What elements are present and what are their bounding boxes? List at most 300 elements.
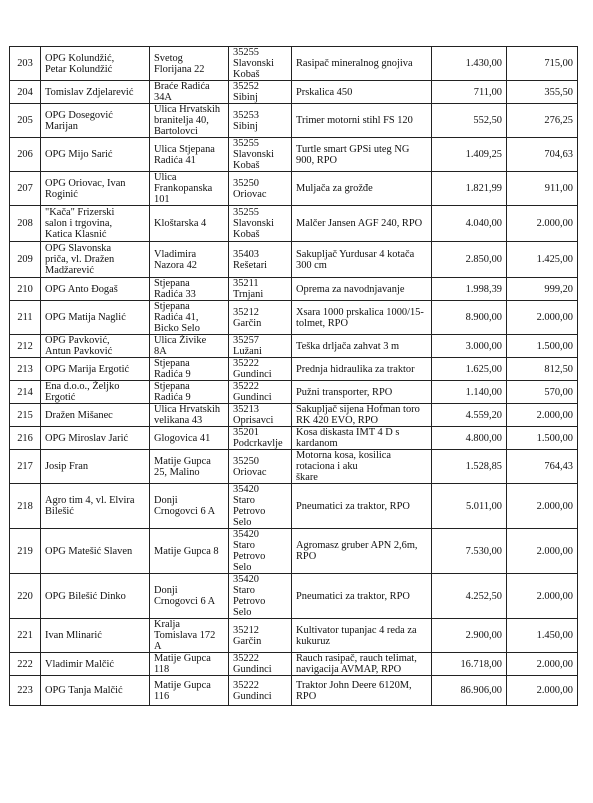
eligible-amount-cell [432,242,507,278]
applicant-name-cell [41,301,150,335]
row-number-cell [10,335,41,358]
grant-amount: 2.000,00 [536,685,573,696]
equipment-item-cell [292,301,432,335]
table-row [10,427,578,450]
postal-city-cell [229,47,292,81]
eligible-amount: 711,00 [473,86,502,98]
equipment-item-cell [292,484,432,529]
applicant-address-cell [150,206,229,242]
postal-city-cell [229,206,292,242]
table-row [10,301,578,335]
equipment-item-cell [292,358,432,381]
postal-city-cell [229,335,292,358]
applicant-address: Vladimira Nazora 42 [154,248,197,271]
postal-city: 35420 Staro Petrovo Selo [233,574,266,618]
applicant-name-cell [41,404,150,427]
equipment-item-cell [292,81,432,104]
eligible-amount-cell [432,450,507,484]
equipment-item: Pneumatici za traktor, RPO [296,590,410,602]
row-number: 210 [17,283,33,295]
grant-amount-cell [507,47,578,81]
applicant-name-cell [41,104,150,138]
table-row [10,47,578,81]
table-row [10,104,578,138]
row-number-cell [10,358,41,381]
equipment-item: Turtle smart GPSi uteg NG 900, RPO [296,143,410,166]
applicant-address: Donji Crnogovci 6 A [154,495,216,517]
applicant-address-cell [150,619,229,653]
applicant-name: Vladimir Malčić [45,658,114,670]
row-number-cell [10,427,41,450]
applicant-address: Ulica Živike 8A [154,335,207,357]
equipment-item: Prskalica 450 [296,86,353,98]
grant-amount-cell [507,242,578,278]
eligible-amount-cell [432,138,507,172]
eligible-amount-cell [432,104,507,138]
row-number: 207 [17,183,33,194]
row-number-cell [10,301,41,335]
applicant-name-cell [41,484,150,529]
applicant-address-cell [150,404,229,427]
grant-amount: 2.000,00 [536,545,573,557]
equipment-item: Rasipač mineralnog gnojiva [296,58,413,69]
applicant-address-cell [150,381,229,404]
applicant-address-cell [150,138,229,172]
postal-city-cell [229,358,292,381]
eligible-amount-cell [432,47,507,81]
applicant-address-cell [150,81,229,104]
grant-amount-cell [507,335,578,358]
applicant-name-cell [41,427,150,450]
eligible-amount-cell [432,427,507,450]
eligible-amount: 7.530,00 [465,545,502,557]
postal-city-cell [229,529,292,574]
applicant-name: OPG Miroslav Jarić [45,432,129,444]
table-row [10,450,578,484]
row-number: 213 [17,363,33,375]
applicant-name-cell [41,574,150,619]
row-number-cell [10,484,41,529]
equipment-item-cell [292,47,432,81]
equipment-item-cell [292,653,432,676]
postal-city-cell [229,450,292,484]
equipment-item: Sakupljač sijena Hofman toro RK 420 EVO, RPO [296,404,420,426]
applicant-name: OPG Dosegović Marijan [45,109,113,132]
row-number: 218 [17,500,33,512]
applicant-name: Ena d.o.o., Željko Ergotić [45,381,120,403]
grant-amount-cell [507,381,578,404]
applicant-name: Josip Fran [45,461,89,472]
row-number-cell [10,676,41,706]
applicant-address-cell [150,104,229,138]
equipment-item-cell [292,574,432,619]
equipment-item: Muljača za grožđe [296,183,373,194]
row-number-cell [10,574,41,619]
row-number-cell [10,104,41,138]
grant-amount: 2.000,00 [536,658,573,670]
applicant-name: OPG Kolundžić, Petar Kolundžić [45,52,115,75]
applicant-name-cell [41,206,150,242]
postal-city: 35257 Lužani [233,335,262,357]
applicant-name: Dražen Mišanec [45,409,113,421]
grant-amount-cell [507,172,578,206]
grants-table [9,46,578,706]
grant-amount-cell [507,104,578,138]
postal-city-cell [229,427,292,450]
grant-amount: 911,00 [544,183,573,194]
table-row [10,381,578,404]
equipment-item-cell [292,278,432,301]
applicant-address-cell [150,242,229,278]
applicant-name-cell [41,450,150,484]
applicant-address-cell [150,676,229,706]
row-number-cell [10,653,41,676]
equipment-item-cell [292,450,432,484]
postal-city-cell [229,574,292,619]
eligible-amount-cell [432,335,507,358]
applicant-address-cell [150,484,229,529]
postal-city: 35252 Sibinj [233,81,259,103]
row-number-cell [10,81,41,104]
postal-city-cell [229,81,292,104]
grant-amount-cell [507,676,578,706]
table-row [10,404,578,427]
grant-amount: 764,43 [544,461,573,472]
applicant-name: OPG Mijo Sarić [45,149,113,160]
applicant-name-cell [41,381,150,404]
table-row [10,574,578,619]
eligible-amount-cell [432,278,507,301]
table-row [10,242,578,278]
equipment-item: Motorna kosa, kosilica rotaciona i aku škare [296,450,391,483]
applicant-address-cell [150,450,229,484]
postal-city: 35222 Gundinci [233,381,272,403]
grant-amount: 1.450,00 [536,630,573,641]
applicant-name: OPG Oriovac, Ivan Roginić [45,177,126,200]
grant-amount-cell [507,529,578,574]
postal-city: 35253 Sibinj [233,109,259,132]
row-number: 216 [17,432,33,444]
applicant-address-cell [150,301,229,335]
row-number-cell [10,404,41,427]
applicant-address-cell [150,47,229,81]
grant-amount: 2.000,00 [536,409,573,421]
applicant-name-cell [41,529,150,574]
applicant-name-cell [41,335,150,358]
table-row [10,484,578,529]
row-number: 222 [17,658,33,670]
equipment-item-cell [292,619,432,653]
eligible-amount: 8.900,00 [465,312,502,323]
row-number: 221 [17,630,33,641]
applicant-name: OPG Anto Đogaš [45,283,118,295]
eligible-amount: 4.559,20 [465,409,502,421]
equipment-item: Pneumatici za traktor, RPO [296,500,410,512]
row-number: 219 [17,545,33,557]
equipment-item-cell [292,529,432,574]
table-row [10,335,578,358]
applicant-address-cell [150,653,229,676]
equipment-item: Teška drljača zahvat 3 m [296,340,400,352]
eligible-amount-cell [432,619,507,653]
applicant-address: Stjepana Radića 9 [154,358,191,380]
postal-city: 35420 Staro Petrovo Selo [233,484,266,528]
grant-amount: 2.000,00 [536,312,573,323]
eligible-amount: 3.000,00 [465,340,502,352]
row-number-cell [10,278,41,301]
equipment-item: Prednja hidraulika za traktor [296,363,415,375]
equipment-item: Trimer motorni stihl FS 120 [296,115,413,126]
row-number: 220 [17,590,33,602]
grant-amount-cell [507,301,578,335]
applicant-name-cell [41,138,150,172]
grant-amount-cell [507,619,578,653]
applicant-name: OPG Slavonska priča, vl. Dražen Madžarević [45,243,115,276]
table-body [10,47,578,706]
grant-amount: 276,25 [544,115,573,126]
applicant-address-cell [150,358,229,381]
equipment-item-cell [292,206,432,242]
applicant-address-cell [150,172,229,206]
applicant-address-cell [150,278,229,301]
eligible-amount: 552,50 [473,115,502,126]
eligible-amount: 1.409,25 [465,149,502,160]
equipment-item-cell [292,138,432,172]
row-number: 223 [17,685,33,696]
eligible-amount: 4.040,00 [465,218,502,229]
eligible-amount: 86.906,00 [460,685,502,696]
table-row [10,81,578,104]
postal-city: 35403 Rešetari [233,248,268,271]
applicant-name: Agro tim 4, vl. Elvira Bilešić [45,495,135,517]
postal-city-cell [229,172,292,206]
applicant-name: Tomislav Zdjelarević [45,86,134,98]
equipment-item-cell [292,172,432,206]
grant-amount-cell [507,138,578,172]
applicant-name: OPG Bilešić Dinko [45,590,126,602]
eligible-amount: 1.430,00 [465,58,502,69]
eligible-amount: 5.011,00 [466,500,502,512]
applicant-address: Glogovica 41 [154,432,211,444]
grant-amount-cell [507,450,578,484]
postal-city: 35255 Slavonski Kobaš [233,47,274,80]
eligible-amount-cell [432,404,507,427]
equipment-item-cell [292,427,432,450]
applicant-name: "Kača" Frizerski salon i trgovina, Katica Klasnić [45,207,115,240]
equipment-item: Agromasz gruber APN 2,6m, RPO [296,540,418,562]
equipment-item-cell [292,381,432,404]
applicant-address: Stjepana Radića 9 [154,381,191,403]
postal-city-cell [229,619,292,653]
applicant-name-cell [41,47,150,81]
grant-amount: 570,00 [544,386,573,398]
postal-city: 35222 Gundinci [233,679,272,702]
grant-amount: 715,00 [544,58,573,69]
grant-amount-cell [507,81,578,104]
applicant-name-cell [41,242,150,278]
table-row [10,206,578,242]
applicant-name-cell [41,619,150,653]
eligible-amount-cell [432,301,507,335]
postal-city-cell [229,653,292,676]
postal-city-cell [229,404,292,427]
applicant-address: Ulica Hrvatskih branitelja 40, Bartolovci [154,104,221,137]
eligible-amount-cell [432,81,507,104]
row-number: 212 [17,340,33,352]
row-number: 211 [17,312,33,323]
equipment-item: Rauch rasipač, rauch telimat, navigacija AVMAP, RPO [296,653,417,675]
postal-city-cell [229,104,292,138]
grant-amount-cell [507,574,578,619]
applicant-address: Matije Gupca 25, Malino [154,455,211,478]
equipment-item: Kultivator tupanjac 4 reda za kukuruz [296,624,417,647]
postal-city-cell [229,278,292,301]
grant-amount: 2.000,00 [536,218,573,229]
table-row [10,676,578,706]
equipment-item-cell [292,335,432,358]
equipment-item: Xsara 1000 prskalica 1000/15- tolmet, RPO [296,306,424,329]
equipment-item: Pužni transporter, RPO [296,386,393,398]
postal-city-cell [229,676,292,706]
eligible-amount: 16.718,00 [460,658,502,670]
applicant-name-cell [41,81,150,104]
grant-amount: 999,20 [544,283,573,295]
applicant-address: Stjepana Radića 33 [154,278,196,300]
grant-amount: 1.500,00 [536,432,573,444]
postal-city-cell [229,242,292,278]
applicant-name-cell [41,172,150,206]
applicant-name: OPG Matija Naglić [45,312,126,323]
grant-amount-cell [507,278,578,301]
grant-amount-cell [507,653,578,676]
row-number: 204 [17,86,33,98]
postal-city-cell [229,381,292,404]
applicant-address-cell [150,335,229,358]
eligible-amount-cell [432,653,507,676]
equipment-item-cell [292,404,432,427]
grant-amount: 1.500,00 [536,340,573,352]
eligible-amount: 2.850,00 [465,254,502,265]
row-number: 203 [17,58,33,69]
equipment-item: Sakupljač Yurdusar 4 kotača 300 cm [296,248,415,271]
grant-amount: 1.425,00 [536,254,573,265]
eligible-amount-cell [432,484,507,529]
row-number-cell [10,619,41,653]
applicant-address: Matije Gupca 116 [154,679,211,702]
equipment-item: Malčer Jansen AGF 240, RPO [296,218,423,229]
postal-city: 35222 Gundinci [233,653,272,675]
applicant-address: Ulica Hrvatskih velikana 43 [154,404,221,426]
grant-amount-cell [507,358,578,381]
table-row [10,529,578,574]
eligible-amount: 1.528,85 [465,461,502,472]
postal-city-cell [229,484,292,529]
applicant-address: Stjepana Radića 41, Bicko Selo [154,301,200,334]
eligible-amount: 1.998,39 [465,283,502,295]
equipment-item-cell [292,104,432,138]
equipment-item: Traktor John Deere 6120M, RPO [296,679,412,702]
postal-city: 35222 Gundinci [233,358,272,380]
applicant-address: Kloštarska 4 [154,218,207,229]
eligible-amount-cell [432,381,507,404]
table-row [10,619,578,653]
applicant-address: Donji Crnogovci 6 A [154,585,216,607]
table-row [10,653,578,676]
row-number-cell [10,242,41,278]
eligible-amount-cell [432,172,507,206]
eligible-amount: 1.140,00 [465,386,502,398]
table-row [10,358,578,381]
table-row [10,278,578,301]
postal-city: 35250 Oriovac [233,455,267,478]
applicant-name: OPG Pavković, Antun Pavković [45,335,113,357]
applicant-address-cell [150,574,229,619]
eligible-amount-cell [432,358,507,381]
applicant-name-cell [41,278,150,301]
eligible-amount: 4.800,00 [465,432,502,444]
applicant-address: Ulica Stjepana Radića 41 [154,143,215,166]
applicant-address: Ulica Frankopanska 101 [154,172,213,205]
applicant-name: OPG Tanja Malčić [45,685,123,696]
row-number: 208 [17,218,33,229]
postal-city: 35250 Oriovac [233,177,267,200]
equipment-item: Oprema za navodnjavanje [296,283,405,295]
eligible-amount-cell [432,206,507,242]
applicant-address-cell [150,529,229,574]
applicant-address: Braće Radića 34A [154,81,210,103]
eligible-amount-cell [432,529,507,574]
row-number-cell [10,381,41,404]
applicant-address: Matije Gupca 8 [154,545,219,557]
eligible-amount: 4.252,50 [465,590,502,602]
postal-city: 35213 Oprisavci [233,404,274,426]
eligible-amount: 2.900,00 [465,630,502,641]
table-row [10,138,578,172]
grant-amount: 355,50 [544,86,573,98]
row-number: 209 [17,254,33,265]
grant-amount: 2.000,00 [536,500,573,512]
eligible-amount: 1.821,99 [465,183,502,194]
row-number: 217 [17,461,33,472]
grant-amount: 2.000,00 [536,590,573,602]
table-row [10,172,578,206]
postal-city: 35255 Slavonski Kobaš [233,207,274,240]
row-number-cell [10,206,41,242]
row-number: 215 [17,409,33,421]
row-number-cell [10,450,41,484]
row-number-cell [10,47,41,81]
eligible-amount-cell [432,676,507,706]
applicant-address-cell [150,427,229,450]
applicant-address: Kralja Tomislava 172 A [154,619,216,652]
applicant-address: Svetog Florijana 22 [154,52,205,75]
grant-amount-cell [507,427,578,450]
postal-city: 35212 Garčin [233,306,262,329]
postal-city-cell [229,301,292,335]
postal-city: 35255 Slavonski Kobaš [233,138,274,171]
applicant-name-cell [41,653,150,676]
row-number-cell [10,138,41,172]
grant-amount: 704,63 [544,149,573,160]
applicant-address: Matije Gupca 118 [154,653,211,675]
row-number-cell [10,529,41,574]
row-number: 214 [17,386,33,398]
equipment-item-cell [292,676,432,706]
applicant-name: Ivan Mlinarić [45,630,102,641]
postal-city: 35420 Staro Petrovo Selo [233,529,266,573]
row-number: 205 [17,115,33,126]
applicant-name-cell [41,358,150,381]
